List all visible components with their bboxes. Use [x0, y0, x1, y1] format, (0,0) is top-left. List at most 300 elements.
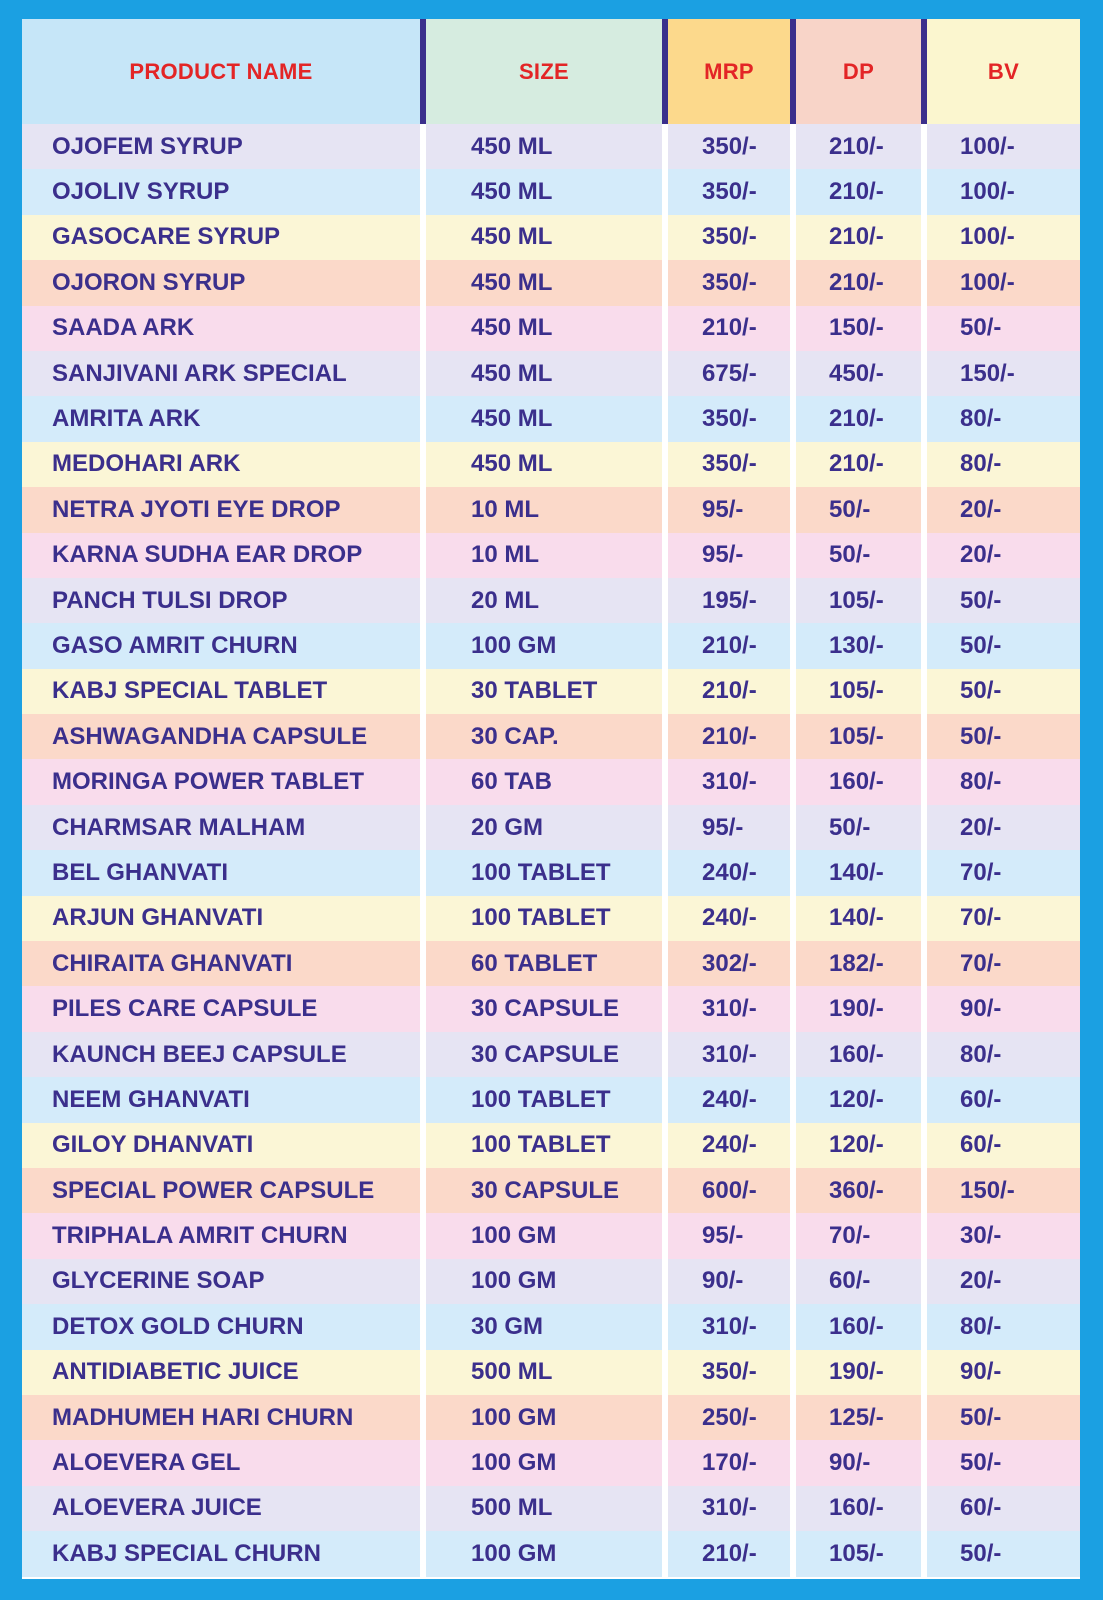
cell-bv: 90/- — [960, 1358, 1002, 1386]
cell-mrp: 310/- — [702, 1494, 757, 1522]
cell-dp: 60/- — [829, 1267, 871, 1295]
column-divider — [921, 1531, 927, 1576]
column-divider — [662, 1395, 668, 1440]
cell-bv: 90/- — [960, 995, 1002, 1023]
cell-dp: 50/- — [829, 541, 871, 569]
cell-mrp: 210/- — [702, 1539, 757, 1567]
cell-dp: 140/- — [829, 858, 884, 886]
column-divider — [420, 986, 426, 1031]
cell-size: 30 CAPSULE — [471, 1176, 620, 1204]
cell-mrp: 195/- — [702, 586, 757, 614]
column-divider — [420, 805, 426, 850]
cell-size: 60 TAB — [471, 768, 552, 796]
cell-size: 450 ML — [471, 314, 553, 342]
cell-dp: 105/- — [829, 677, 884, 705]
table-row — [22, 215, 1080, 260]
table-row — [22, 124, 1080, 169]
cell-bv: 100/- — [960, 268, 1015, 296]
column-divider — [921, 1168, 927, 1213]
cell-bv: 50/- — [960, 722, 1002, 750]
cell-mrp: 95/- — [702, 541, 744, 569]
table-row — [22, 1350, 1080, 1395]
column-divider — [662, 124, 668, 169]
cell-bv: 50/- — [960, 1539, 1002, 1567]
cell-mrp: 310/- — [702, 768, 757, 796]
table-row — [22, 623, 1080, 668]
column-divider — [921, 1440, 927, 1485]
cell-dp: 190/- — [829, 1358, 884, 1386]
column-divider — [420, 896, 426, 941]
cell-size: 450 ML — [471, 405, 553, 433]
cell-bv: 70/- — [960, 904, 1002, 932]
cell-name: ANTIDIABETIC JUICE — [52, 1358, 299, 1386]
cell-name: KABJ SPECIAL CHURN — [52, 1539, 321, 1567]
table-row — [22, 351, 1080, 396]
cell-mrp: 95/- — [702, 495, 744, 523]
cell-mrp: 675/- — [702, 359, 757, 387]
column-divider — [662, 1077, 668, 1122]
column-divider — [420, 714, 426, 759]
column-divider — [921, 351, 927, 396]
column-divider — [921, 1395, 927, 1440]
column-divider — [790, 941, 796, 986]
cell-size: 450 ML — [471, 450, 553, 478]
column-divider — [420, 1168, 426, 1213]
column-divider — [790, 1032, 796, 1077]
cell-dp: 140/- — [829, 904, 884, 932]
cell-dp: 50/- — [829, 495, 871, 523]
cell-mrp: 240/- — [702, 1085, 757, 1113]
column-divider — [921, 850, 927, 895]
table-row — [22, 1032, 1080, 1077]
column-divider — [662, 850, 668, 895]
cell-size: 100 TABLET — [471, 858, 611, 886]
cell-mrp: 310/- — [702, 1040, 757, 1068]
column-divider — [662, 487, 668, 532]
column-divider — [420, 669, 426, 714]
cell-mrp: 350/- — [702, 405, 757, 433]
cell-name: ALOEVERA JUICE — [52, 1494, 262, 1522]
cell-size: 30 TABLET — [471, 677, 598, 705]
cell-name: DETOX GOLD CHURN — [52, 1312, 304, 1340]
header-bv: BV — [927, 19, 1080, 124]
column-divider — [790, 1486, 796, 1531]
column-divider — [921, 941, 927, 986]
column-divider — [790, 1304, 796, 1349]
cell-size: 100 GM — [471, 1222, 557, 1250]
cell-bv: 50/- — [960, 1403, 1002, 1431]
column-divider — [662, 623, 668, 668]
cell-mrp: 240/- — [702, 858, 757, 886]
cell-mrp: 210/- — [702, 314, 757, 342]
cell-bv: 60/- — [960, 1131, 1002, 1159]
cell-name: GASO AMRIT CHURN — [52, 631, 298, 659]
column-divider — [662, 896, 668, 941]
table-row — [22, 487, 1080, 532]
column-divider — [662, 1440, 668, 1485]
cell-mrp: 350/- — [702, 1358, 757, 1386]
table-row — [22, 1259, 1080, 1304]
cell-dp: 210/- — [829, 450, 884, 478]
column-divider — [420, 941, 426, 986]
cell-name: CHIRAITA GHANVATI — [52, 949, 293, 977]
header-dp: DP — [796, 19, 921, 124]
column-divider — [662, 714, 668, 759]
cell-size: 100 GM — [471, 1449, 557, 1477]
column-divider — [662, 169, 668, 214]
table-row — [22, 306, 1080, 351]
column-divider — [420, 1032, 426, 1077]
column-divider — [921, 805, 927, 850]
column-divider — [662, 306, 668, 351]
table-row — [22, 986, 1080, 1031]
cell-size: 450 ML — [471, 178, 553, 206]
cell-name: GASOCARE SYRUP — [52, 223, 281, 251]
cell-dp: 105/- — [829, 722, 884, 750]
table-row — [22, 1077, 1080, 1122]
cell-name: KAUNCH BEEJ CAPSULE — [52, 1040, 347, 1068]
cell-bv: 50/- — [960, 677, 1002, 705]
column-divider — [921, 578, 927, 623]
cell-dp: 450/- — [829, 359, 884, 387]
cell-dp: 120/- — [829, 1131, 884, 1159]
cell-bv: 20/- — [960, 541, 1002, 569]
cell-size: 450 ML — [471, 223, 553, 251]
table-row — [22, 1213, 1080, 1258]
cell-name: NEEM GHANVATI — [52, 1085, 250, 1113]
column-divider — [662, 1304, 668, 1349]
cell-mrp: 350/- — [702, 132, 757, 160]
table-row — [22, 260, 1080, 305]
cell-dp: 210/- — [829, 178, 884, 206]
cell-bv: 70/- — [960, 949, 1002, 977]
column-divider — [420, 1350, 426, 1395]
cell-dp: 210/- — [829, 223, 884, 251]
cell-dp: 90/- — [829, 1449, 871, 1477]
column-divider — [790, 442, 796, 487]
cell-bv: 60/- — [960, 1085, 1002, 1113]
cell-name: PANCH TULSI DROP — [52, 586, 288, 614]
cell-name: AMRITA ARK — [52, 405, 201, 433]
cell-mrp: 240/- — [702, 1131, 757, 1159]
cell-mrp: 310/- — [702, 995, 757, 1023]
column-divider — [662, 1486, 668, 1531]
cell-dp: 105/- — [829, 1539, 884, 1567]
cell-size: 20 ML — [471, 586, 540, 614]
column-divider — [662, 351, 668, 396]
column-divider — [662, 759, 668, 804]
column-divider — [790, 986, 796, 1031]
cell-name: GILOY DHANVATI — [52, 1131, 254, 1159]
cell-name: OJOLIV SYRUP — [52, 178, 230, 206]
cell-bv: 80/- — [960, 768, 1002, 796]
table-row — [22, 1123, 1080, 1168]
column-divider — [790, 260, 796, 305]
cell-mrp: 302/- — [702, 949, 757, 977]
table-row — [22, 1304, 1080, 1349]
cell-dp: 150/- — [829, 314, 884, 342]
table-row — [22, 1440, 1080, 1485]
cell-mrp: 350/- — [702, 450, 757, 478]
table-row — [22, 714, 1080, 759]
column-divider — [790, 396, 796, 441]
cell-mrp: 170/- — [702, 1449, 757, 1477]
cell-dp: 182/- — [829, 949, 884, 977]
cell-size: 450 ML — [471, 132, 553, 160]
column-divider — [921, 306, 927, 351]
cell-mrp: 90/- — [702, 1267, 744, 1295]
cell-dp: 210/- — [829, 268, 884, 296]
cell-mrp: 250/- — [702, 1403, 757, 1431]
table-row — [22, 442, 1080, 487]
cell-dp: 160/- — [829, 1312, 884, 1340]
column-divider — [662, 396, 668, 441]
column-divider — [420, 1486, 426, 1531]
cell-name: OJOFEM SYRUP — [52, 132, 243, 160]
cell-size: 30 CAP. — [471, 722, 559, 750]
cell-dp: 125/- — [829, 1403, 884, 1431]
cell-name: BEL GHANVATI — [52, 858, 229, 886]
column-divider — [420, 1304, 426, 1349]
cell-name: MADHUMEH HARI CHURN — [52, 1403, 354, 1431]
cell-bv: 150/- — [960, 1176, 1015, 1204]
table-row — [22, 533, 1080, 578]
cell-name: SAADA ARK — [52, 314, 195, 342]
column-divider — [420, 487, 426, 532]
table-row — [22, 759, 1080, 804]
column-divider — [790, 1077, 796, 1122]
table-row — [22, 169, 1080, 214]
table-row — [22, 1486, 1080, 1531]
cell-name: NETRA JYOTI EYE DROP — [52, 495, 341, 523]
column-divider — [790, 669, 796, 714]
column-divider — [921, 759, 927, 804]
column-divider — [420, 169, 426, 214]
column-divider — [790, 896, 796, 941]
column-divider — [662, 1213, 668, 1258]
column-divider — [921, 1486, 927, 1531]
table-row — [22, 850, 1080, 895]
column-divider — [790, 759, 796, 804]
cell-size: 10 ML — [471, 541, 540, 569]
cell-size: 450 ML — [471, 268, 553, 296]
table-row — [22, 669, 1080, 714]
cell-bv: 30/- — [960, 1222, 1002, 1250]
cell-bv: 100/- — [960, 132, 1015, 160]
cell-size: 30 GM — [471, 1312, 544, 1340]
cell-bv: 20/- — [960, 1267, 1002, 1295]
header-mrp: MRP — [668, 19, 790, 124]
cell-size: 30 CAPSULE — [471, 995, 620, 1023]
cell-mrp: 350/- — [702, 223, 757, 251]
column-divider — [420, 578, 426, 623]
table-row — [22, 896, 1080, 941]
cell-dp: 210/- — [829, 132, 884, 160]
header-size: SIZE — [426, 19, 662, 124]
column-divider — [921, 623, 927, 668]
column-divider — [662, 669, 668, 714]
table-row — [22, 941, 1080, 986]
cell-size: 100 GM — [471, 1403, 557, 1431]
cell-name: SPECIAL POWER CAPSULE — [52, 1176, 375, 1204]
cell-name: CHARMSAR MALHAM — [52, 813, 306, 841]
cell-name: ALOEVERA GEL — [52, 1449, 241, 1477]
cell-size: 500 ML — [471, 1358, 553, 1386]
cell-dp: 160/- — [829, 1040, 884, 1068]
cell-size: 100 GM — [471, 1267, 557, 1295]
cell-bv: 80/- — [960, 1312, 1002, 1340]
cell-mrp: 95/- — [702, 813, 744, 841]
cell-size: 30 CAPSULE — [471, 1040, 620, 1068]
column-divider — [662, 260, 668, 305]
column-divider — [662, 533, 668, 578]
column-divider — [790, 1259, 796, 1304]
column-divider — [790, 1123, 796, 1168]
column-divider — [790, 124, 796, 169]
column-divider — [420, 623, 426, 668]
column-divider — [420, 442, 426, 487]
cell-mrp: 310/- — [702, 1312, 757, 1340]
column-divider — [790, 1440, 796, 1485]
cell-size: 60 TABLET — [471, 949, 598, 977]
column-divider — [420, 260, 426, 305]
cell-bv: 80/- — [960, 1040, 1002, 1068]
table-row — [22, 1531, 1080, 1576]
cell-bv: 50/- — [960, 631, 1002, 659]
column-divider — [921, 533, 927, 578]
column-divider — [420, 1395, 426, 1440]
column-divider — [662, 1123, 668, 1168]
cell-dp: 120/- — [829, 1085, 884, 1113]
cell-mrp: 95/- — [702, 1222, 744, 1250]
column-divider — [790, 1395, 796, 1440]
cell-name: OJORON SYRUP — [52, 268, 246, 296]
column-divider — [921, 215, 927, 260]
column-divider — [420, 1123, 426, 1168]
column-divider — [921, 1123, 927, 1168]
cell-mrp: 350/- — [702, 268, 757, 296]
header-product-name: PRODUCT NAME — [22, 19, 420, 124]
cell-name: GLYCERINE SOAP — [52, 1267, 265, 1295]
column-divider — [921, 1032, 927, 1077]
column-divider — [662, 805, 668, 850]
column-divider — [420, 124, 426, 169]
cell-size: 10 ML — [471, 495, 540, 523]
column-divider — [420, 306, 426, 351]
column-divider — [921, 1259, 927, 1304]
cell-bv: 100/- — [960, 223, 1015, 251]
column-divider — [662, 1350, 668, 1395]
cell-bv: 70/- — [960, 858, 1002, 886]
cell-bv: 100/- — [960, 178, 1015, 206]
column-divider — [790, 1168, 796, 1213]
cell-bv: 80/- — [960, 450, 1002, 478]
column-divider — [790, 351, 796, 396]
column-divider — [921, 124, 927, 169]
cell-name: KARNA SUDHA EAR DROP — [52, 541, 363, 569]
cell-size: 500 ML — [471, 1494, 553, 1522]
column-divider — [921, 896, 927, 941]
column-divider — [420, 396, 426, 441]
column-divider — [921, 714, 927, 759]
column-divider — [790, 805, 796, 850]
cell-size: 450 ML — [471, 359, 553, 387]
column-divider — [921, 487, 927, 532]
cell-size: 100 TABLET — [471, 1131, 611, 1159]
cell-size: 100 TABLET — [471, 1085, 611, 1113]
column-divider — [662, 1168, 668, 1213]
column-divider — [921, 669, 927, 714]
cell-dp: 70/- — [829, 1222, 871, 1250]
cell-dp: 360/- — [829, 1176, 884, 1204]
table-row — [22, 1168, 1080, 1213]
column-divider — [790, 714, 796, 759]
cell-size: 100 TABLET — [471, 904, 611, 932]
column-divider — [921, 1213, 927, 1258]
cell-name: SANJIVANI ARK SPECIAL — [52, 359, 347, 387]
column-divider — [790, 533, 796, 578]
column-divider — [662, 1531, 668, 1576]
cell-bv: 150/- — [960, 359, 1015, 387]
cell-name: MEDOHARI ARK — [52, 450, 241, 478]
column-divider — [790, 487, 796, 532]
column-divider — [790, 578, 796, 623]
table-body — [22, 124, 1080, 1577]
cell-dp: 160/- — [829, 768, 884, 796]
column-divider — [420, 850, 426, 895]
column-divider — [921, 260, 927, 305]
column-divider — [790, 1213, 796, 1258]
cell-bv: 20/- — [960, 813, 1002, 841]
table-row — [22, 1395, 1080, 1440]
column-divider — [662, 1259, 668, 1304]
column-divider — [420, 759, 426, 804]
cell-mrp: 210/- — [702, 677, 757, 705]
column-divider — [790, 306, 796, 351]
cell-dp: 105/- — [829, 586, 884, 614]
column-divider — [420, 1213, 426, 1258]
table-header — [22, 19, 1080, 124]
cell-bv: 20/- — [960, 495, 1002, 523]
table-row — [22, 805, 1080, 850]
column-divider — [921, 442, 927, 487]
cell-bv: 60/- — [960, 1494, 1002, 1522]
cell-name: MORINGA POWER TABLET — [52, 768, 364, 796]
table-row — [22, 578, 1080, 623]
cell-size: 100 GM — [471, 1539, 557, 1567]
cell-size: 20 GM — [471, 813, 544, 841]
cell-mrp: 210/- — [702, 631, 757, 659]
column-divider — [662, 941, 668, 986]
column-divider — [662, 442, 668, 487]
cell-mrp: 210/- — [702, 722, 757, 750]
column-divider — [790, 1531, 796, 1576]
column-divider — [662, 986, 668, 1031]
column-divider — [921, 1077, 927, 1122]
column-divider — [921, 169, 927, 214]
column-divider — [420, 215, 426, 260]
cell-bv: 50/- — [960, 314, 1002, 342]
cell-bv: 80/- — [960, 405, 1002, 433]
column-divider — [921, 1304, 927, 1349]
cell-name: TRIPHALA AMRIT CHURN — [52, 1222, 348, 1250]
cell-name: KABJ SPECIAL TABLET — [52, 677, 328, 705]
column-divider — [662, 578, 668, 623]
column-divider — [420, 1077, 426, 1122]
column-divider — [420, 1440, 426, 1485]
cell-dp: 210/- — [829, 405, 884, 433]
column-divider — [921, 986, 927, 1031]
